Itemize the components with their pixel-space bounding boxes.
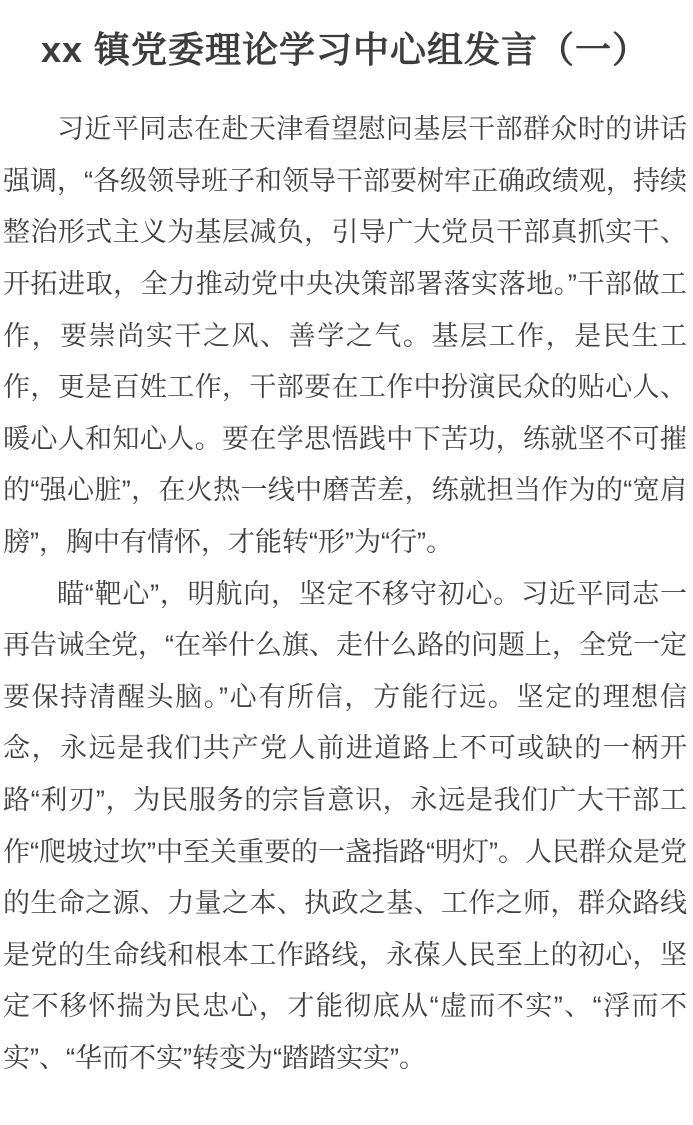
- document-title: xx 镇党委理论学习中心组发言（一）: [40, 29, 650, 70]
- document-page: [0, 28, 693, 1125]
- paragraph-2: 瞄“靶心”，明航向，坚定不移守初心。习近平同志一再告诫全党，“在举什么旗、走什么路的问题上，全党一定要保持清醒头脑。”心有所信，方能行远。坚定的理想信念，永远是我们共产党人前进道路上不可或缺的一柄开路“利刃”，为民服务的宗旨意识，永远是我们广大干部工作“爬坡过坎”中至关重要的一盏指路“明灯”。人民群众是党的生命之源、力量之本、执政之基、工作之师，群众路线是党的生命线和根本工作路线，永葆人民至上的初心，坚定不移怀揣为民忠心，才能彻底从“虚而不实”、“浮而不实”、“华而不实”转变为“踏踏实实”。: [3, 578, 687, 1073]
- paragraph-1: 习近平同志在赴天津看望慰问基层干部群众时的讲话强调，“各级领导班子和领导干部要树牢正确政绩观，持续整治形式主义为基层减负，引导广大党员干部真抓实干、开拓进取，全力推动党中央决策部署落实落地。”干部做工作，要崇尚实干之风、善学之气。基层工作，是民生工作，更是百姓工作，干部要在工作中扮演民众的贴心人、暖心人和知心人。要在学思悟践中下苦功，练就坚不可摧的“强心脏”，在火热一线中磨苦差，练就担当作为的“宽肩膀”，胸中有情怀，才能转“形”为“行”。: [3, 114, 687, 557]
